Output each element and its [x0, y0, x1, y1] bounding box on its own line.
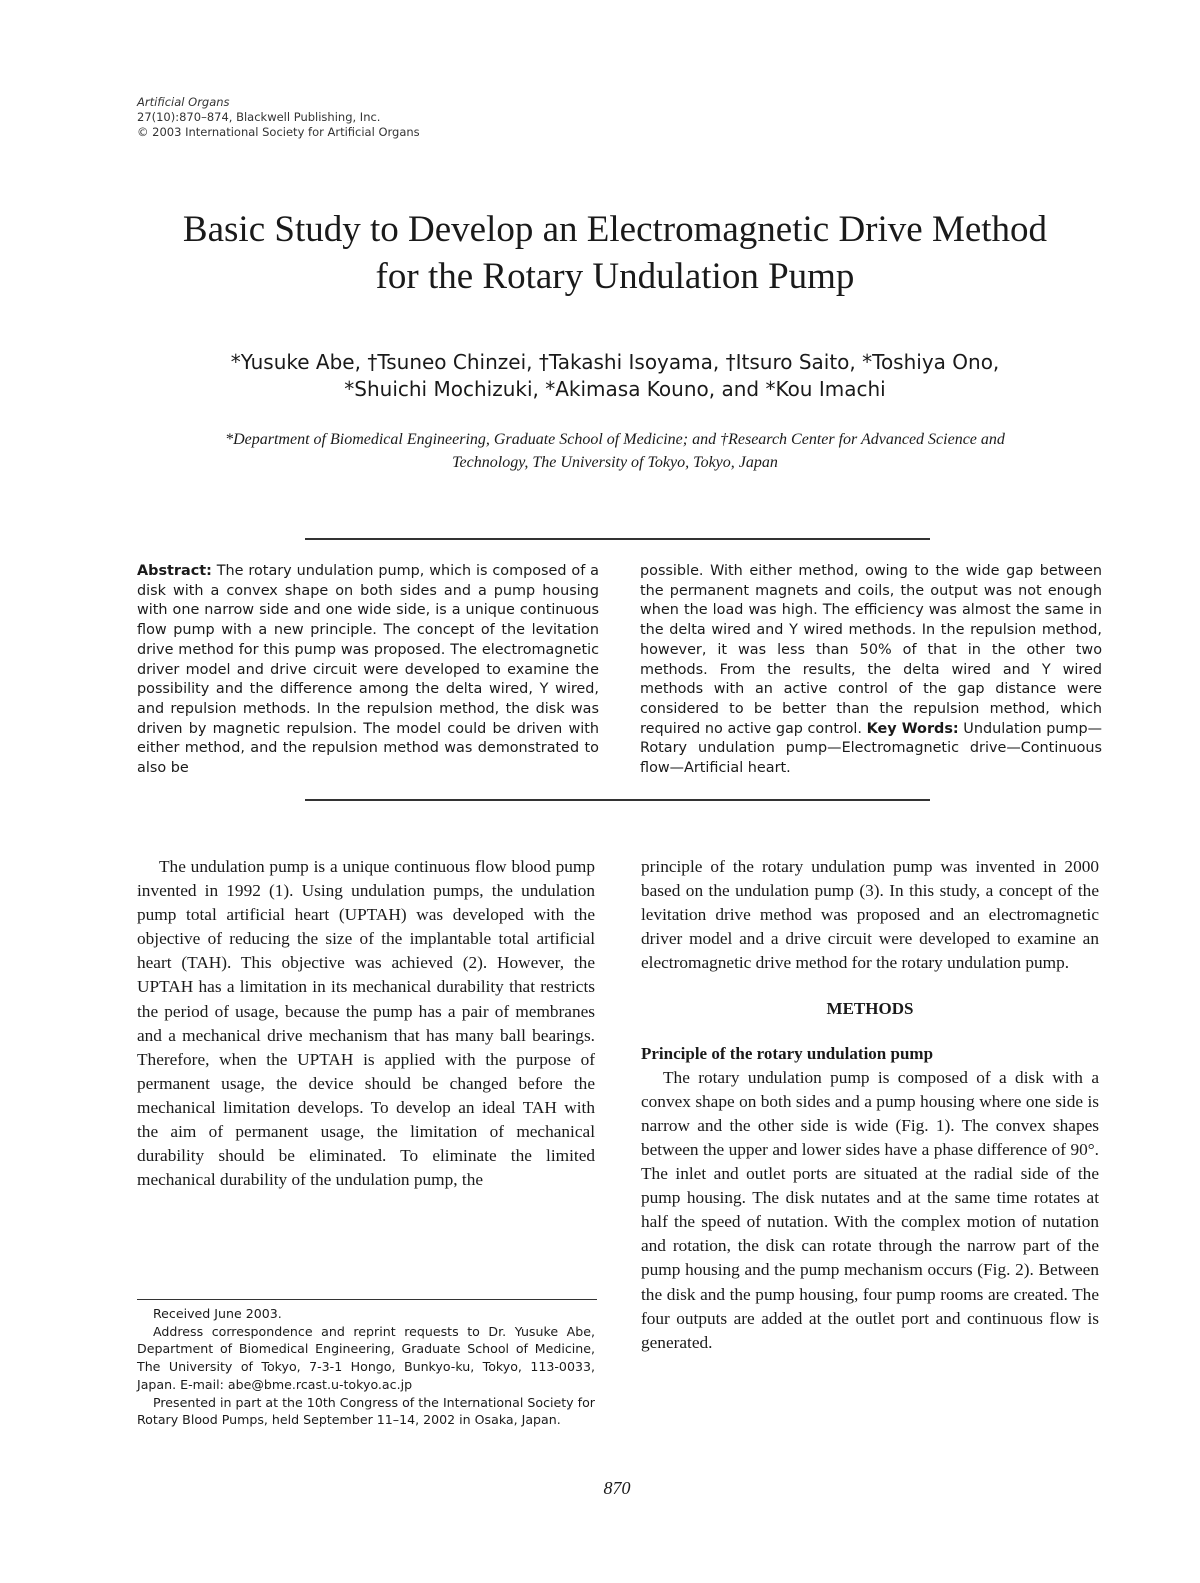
authors-line-1: *Yusuke Abe, †Tsuneo Chinzei, †Takashi Isoyama, †Itsuro Saito, *Toshiya Ono,: [230, 350, 1000, 374]
affiliation-line-2: Technology, The University of Tokyo, Tokyo, Japan: [452, 454, 778, 471]
methods-paragraph: The rotary undulation pump is composed of a disk with a convex shape on both sides and a pump housing where one side is narrow and the other side is wide (Fig. 1). The convex shapes between the upper and lower sides have a phase difference of 90°. The inlet and outlet ports are situated at the radial side of the pump housing. The disk nutates and at the same time rotates at half the speed of nutation. With the complex motion of nutation and rotation, the disk can rotate through the narrow part of the pump housing and the pump mechanism occurs (Fig. 2). Between the disk and the pump housing, four pump rooms are created. The four outputs are added at the outlet port and continuous flow is generated.: [641, 1067, 1099, 1352]
author-list: [100, 349, 1130, 403]
footnote-correspondence: Address correspondence and reprint requests to Dr. Yusuke Abe, Department of Biomedical Engineering, Graduate School of Medicine, The University of Tokyo, 7-3-1 Hongo, Bunkyo-ku, Tokyo, 113-0033, Japan. E-mail: abe@bme.rcast.u-tokyo.ac.jp: [137, 1323, 595, 1392]
abstract-left-text: The rotary undulation pump, which is composed of a disk with a convex shape on both sides and a pump housing with one narrow side and one wide side, is a unique continuous flow pump with a new principle. The concept of the levitation drive method for this pump was proposed. The electromagnetic driver model and drive circuit were developed to examine the possibility and the difference among the delta wired, Y wired, and repulsion methods. In the repulsion method, the disk was driven by magnetic repulsion. The model could be driven with either method, and the repulsion method was demonstrated to also be: [137, 563, 599, 777]
title-line-2: for the Rotary Undulation Pump: [375, 256, 855, 297]
journal-name: Artificial Organs: [137, 95, 230, 109]
journal-header: [137, 95, 420, 140]
page-number: 870: [603, 1478, 631, 1498]
abstract-bottom-rule: [305, 799, 930, 801]
body-right-column: [641, 855, 1099, 1355]
footnote-rule: [137, 1299, 597, 1300]
affiliation-line-1: *Department of Biomedical Engineering, Graduate School of Medicine; and †Research Center for Advanced Science and: [225, 431, 1005, 448]
footnotes: [137, 1305, 595, 1429]
section-heading-methods: METHODS: [826, 999, 914, 1019]
body-left-column: [137, 855, 595, 1192]
authors-line-2: *Shuichi Mochizuki, *Akimasa Kouno, and *Kou Imachi: [344, 377, 886, 401]
abstract-left-column: [137, 562, 599, 779]
footnote-received: Received June 2003.: [153, 1306, 282, 1321]
title-line-1: Basic Study to Develop an Electromagnetic Drive Method: [182, 209, 1048, 250]
subsection-heading: Principle of the rotary undulation pump: [641, 1043, 934, 1063]
paper-title: [100, 206, 1130, 300]
footnote-presented: Presented in part at the 10th Congress of the International Society for Rotary Blood Pumps, held September 11–14, 2002 in Osaka, Japan.: [137, 1394, 595, 1428]
journal-copyright: © 2003 International Society for Artificial Organs: [137, 125, 420, 139]
keywords-text: Undulation pump—Rotary undulation pump—Electromagnetic drive—Continuous flow—Artificial heart.: [640, 720, 1103, 777]
keywords-label: Key Words:: [866, 720, 959, 737]
abstract-right-column: [640, 562, 1102, 779]
affiliation: [100, 428, 1130, 474]
journal-citation: 27(10):870–874, Blackwell Publishing, Inc.: [137, 110, 381, 124]
intro-paragraph: The undulation pump is a unique continuous flow blood pump invented in 1992 (1). Using undulation pumps, the undulation pump total artificial heart (UPTAH) was developed with the objective of reducing the size of the implantable total artificial heart (TAH). This objective was achieved (2). However, the UPTAH has a limitation in its mechanical durability that restricts the period of usage, because the pump has a pair of membranes and a mechanical drive mechanism that has many ball bearings. Therefore, when the UPTAH is applied with the purpose of permanent usage, the device should be changed before the mechanical limitation develops. To develop an ideal TAH with the aim of permanent usage, the limitation of mechanical durability should be eliminated. To eliminate the limited mechanical durability of the undulation pump, the: [137, 857, 595, 1190]
abstract-right-text: possible. With either method, owing to the wide gap between the permanent magnets and coils, the output was not enough when the load was high. The efficiency was almost the same in the delta wired and Y wired methods. In the repulsion method, however, it was less than 50% of that in the other two methods. From the results, the delta wired and Y wired methods with an active control of the gap distance were considered to be better than the repulsion method, which required no active gap control.: [640, 563, 1102, 737]
abstract-top-rule: [305, 538, 930, 540]
intro-continuation-paragraph: principle of the rotary undulation pump was invented in 2000 based on the undulation pump (3). In this study, a concept of the levitation drive method was proposed and an electromagnetic driver model and a drive circuit were developed to examine an electromagnetic drive method for the rotary undulation pump.: [641, 857, 1099, 973]
abstract-label: Abstract:: [137, 563, 212, 579]
